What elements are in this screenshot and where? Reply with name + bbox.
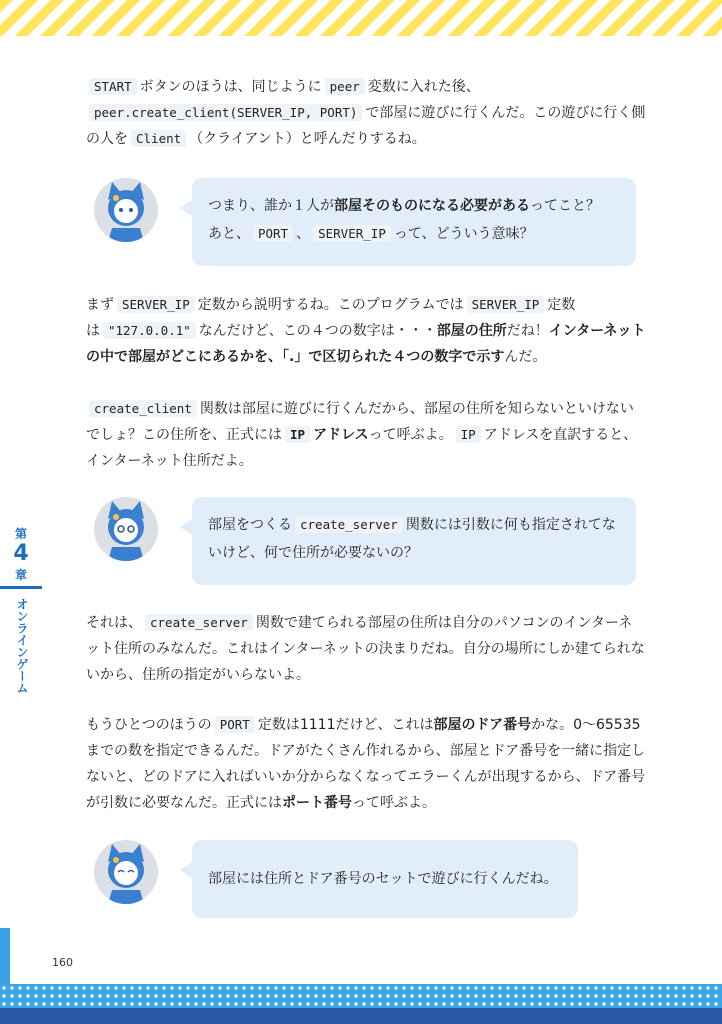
page-number: 160 bbox=[52, 956, 73, 969]
speech-bubble bbox=[192, 178, 636, 266]
code-ip: IP bbox=[285, 426, 310, 443]
text: だけど、これは bbox=[335, 717, 434, 733]
text: （クライアント）と呼んだりするね。 bbox=[189, 131, 426, 147]
text: ボタンのほうは、同じように bbox=[139, 79, 322, 95]
paragraph-server-ip bbox=[86, 292, 646, 370]
emphasis: 部屋のドア番号 bbox=[433, 717, 532, 733]
text: で部屋に遊びに行くんだ。この遊びに行く側の人を bbox=[86, 105, 646, 147]
code-port: PORT bbox=[215, 716, 255, 733]
code-server-ip: SERVER_IP bbox=[313, 225, 391, 242]
text: だね！ bbox=[506, 323, 549, 339]
text: 関数で建てられる部屋の住所は自分のパソコンのインターネット住所のみなんだ。これはインターネットの決まりだね。自分の場所にしか建てられないから、住所の指定がいらないよ。 bbox=[86, 615, 645, 683]
code-create-client-call: peer.create_client(SERVER_IP, PORT) bbox=[89, 104, 362, 121]
text: 変数に入れた後、 bbox=[367, 79, 480, 95]
code-ip: IP bbox=[456, 426, 481, 443]
speech-bubble bbox=[192, 840, 578, 918]
text: つまり、誰か１人が bbox=[208, 198, 334, 214]
paragraph-create-client bbox=[86, 396, 646, 474]
number: 1111 bbox=[299, 717, 336, 733]
text: アドレスを直訳すると、インターネット住所だよ。 bbox=[86, 427, 638, 469]
text: もうひとつのほうの bbox=[86, 717, 212, 733]
code-create-server: create_server bbox=[295, 516, 403, 533]
text: って呼ぶよ。 bbox=[368, 427, 453, 443]
paragraph-create-server bbox=[86, 610, 646, 688]
text: 部屋をつくる bbox=[208, 517, 292, 533]
code-server-ip: SERVER_IP bbox=[117, 296, 195, 313]
text: って呼ぶよ。 bbox=[352, 795, 436, 811]
paragraph-start-button bbox=[86, 74, 646, 152]
bottom-dot-pattern bbox=[0, 984, 722, 1008]
text: 、 bbox=[296, 226, 311, 242]
code-port: PORT bbox=[253, 225, 293, 242]
chapter-suffix: 章 bbox=[14, 568, 27, 582]
code-create-client: create_client bbox=[89, 400, 197, 417]
bottom-bar bbox=[0, 1008, 722, 1024]
emphasis: インターネットの中で部屋がどこにあるかを、「.」で区切られた４つの数字で示す bbox=[86, 323, 646, 365]
cat-hood-character-icon bbox=[94, 840, 158, 904]
text: 関数は部屋に遊びに行くんだから、部屋の住所を知らないといけないでしょ？この住所を、正式には bbox=[86, 401, 634, 443]
code-peer: peer bbox=[325, 78, 365, 95]
chapter-divider bbox=[0, 586, 42, 589]
text: まず bbox=[86, 297, 114, 313]
text: 関数には引数に何も指定されてないけど、何で住所が必要ないの？ bbox=[208, 517, 616, 561]
text: 定数は bbox=[257, 717, 300, 733]
emphasis: ポート番号 bbox=[282, 795, 352, 811]
code-ip-string: "127.0.0.1" bbox=[103, 322, 196, 339]
emphasis: 部屋の住所 bbox=[436, 323, 507, 339]
chapter-marker bbox=[0, 525, 42, 583]
code-client: Client bbox=[131, 130, 186, 147]
chapter-number: 4 bbox=[13, 541, 29, 566]
emphasis: 部屋そのものになる必要がある bbox=[334, 198, 530, 214]
chapter-title: オンラインゲーム bbox=[15, 598, 29, 694]
top-stripe-decoration bbox=[0, 0, 722, 36]
code-create-server: create_server bbox=[145, 614, 253, 631]
text: ってこと？ bbox=[530, 198, 600, 214]
paragraph-port bbox=[86, 712, 646, 816]
text: 定数から説明するね。このプログラムでは bbox=[197, 297, 464, 313]
code-server-ip: SERVER_IP bbox=[467, 296, 545, 313]
emphasis: アドレス bbox=[313, 427, 369, 443]
text: って、どういう意味？ bbox=[393, 226, 534, 242]
text: かな。0〜65535までの数を指定できるんだ。ドアがたくさん作れるから、部屋とドア番号を一緒に指定しないと、どのドアに入ればいいか分からなくなってエラーくんが出現するから、ドア番号が引数に必要なんだ。正式には bbox=[86, 717, 646, 811]
chapter-prefix: 第 bbox=[14, 527, 27, 541]
text: あと、 bbox=[208, 226, 250, 242]
text: なんだけど、この４つの数字は・・・ bbox=[198, 323, 437, 339]
cat-hood-character-icon bbox=[94, 497, 158, 561]
code-start: START bbox=[89, 78, 137, 95]
cat-hood-character-icon bbox=[94, 178, 158, 242]
text: それは、 bbox=[86, 615, 142, 631]
text: 定数は bbox=[86, 297, 576, 339]
speech-bubble bbox=[192, 497, 636, 585]
text: んだ。 bbox=[504, 349, 547, 365]
text: 部屋には住所とドア番号のセットで遊びに行くんだね。 bbox=[208, 871, 558, 887]
